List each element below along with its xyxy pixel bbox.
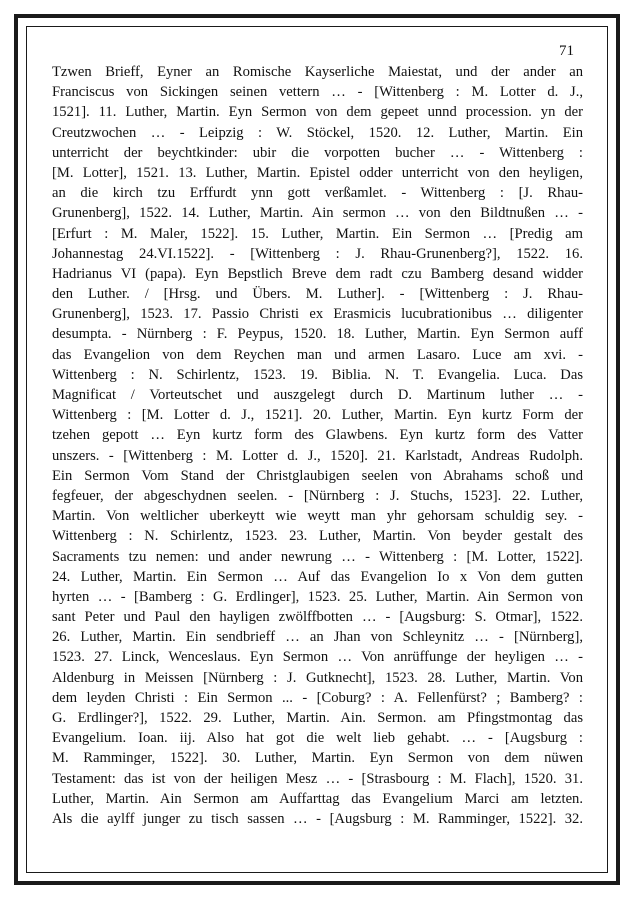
text-line: Grunenberg], 1523. 17. Passio Christi ex Erasmicis lucubrationibus … diligenter bbox=[52, 306, 583, 323]
text-line: Aldenburg in Meissen [Nürnberg : J. Gutknecht], 1523. 28. Luther, Martin. Von bbox=[52, 669, 583, 686]
text-line: [Erfurt : M. Maler, 1522]. 15. Luther, Martin. Ein Sermon … [Predig am bbox=[52, 225, 583, 242]
text-line: Grunenberg], 1522. 14. Luther, Martin. Ain sermon … von den Bildtnußen … - bbox=[52, 205, 583, 222]
text-line: Wittenberg : [M. Lotter d. J., 1521]. 20. Luther, Martin. Eyn kurtz Form der bbox=[52, 407, 583, 424]
text-line: Franciscus von Sickingen seinen vettern … - [Wittenberg : M. Lotter d. J., bbox=[52, 84, 583, 101]
page-number: 71 bbox=[559, 43, 574, 59]
text-line: Magnificat / Vorteutschet und auszgelegt durch D. Martinum luther … - bbox=[52, 387, 583, 403]
text-line: 24. Luther, Martin. Ein Sermon … Auf das Evangelion Io x Von dem gutten bbox=[52, 568, 583, 585]
bibliography-text bbox=[52, 62, 583, 829]
text-line: an die kirch tzu Erffurdt ynn gott verßamlet. - Wittenberg : [J. Rhau- bbox=[52, 185, 583, 202]
text-line: Luther, Martin. Ain Sermon am Auffarttag das Evangelium Marci am letzten. bbox=[52, 790, 583, 807]
text-line: unszers. - [Wittenberg : M. Lotter d. J., 1520]. 21. Karlstadt, Andreas Rudolph. bbox=[52, 447, 583, 464]
text-line: Testament: das ist von der heiligen Mesz … - [Strasbourg : M. Flach], 1520. 31. bbox=[52, 770, 583, 787]
text-line: unterricht der beychtkinder: ubir die vorpotten bucher … - Wittenberg : bbox=[52, 144, 583, 161]
text-line: Hadrianus VI (papa). Eyn Bepstlich Breve dem radt czu Bamberg desand widder bbox=[52, 265, 583, 282]
text-line: Wittenberg : N. Schirlentz, 1523. 19. Biblia. N. T. Evangelia. Luca. Das bbox=[52, 366, 583, 383]
text-line: 1523. 27. Linck, Wenceslaus. Eyn Sermon … Von anrüffunge der heyligen … - bbox=[52, 649, 583, 666]
text-line: Sacraments tzu nemen: und ander newrung … - Wittenberg : [M. Lotter, 1522]. bbox=[52, 548, 583, 565]
text-line: das Evangelion von dem Reychen man und armen Lasaro. Luce am xvi. - bbox=[52, 346, 583, 363]
text-line: den Luther. / [Hrsg. und Übers. M. Luther]. - [Wittenberg : J. Rhau- bbox=[52, 286, 583, 303]
text-line: Johannestag 24.VI.1522]. - [Wittenberg : J. Rhau-Grunenberg?], 1522. 16. bbox=[52, 245, 583, 262]
text-line: Als die aylff junger zu tisch sassen … - [Augsburg : M. Ramminger, 1522]. 32. bbox=[52, 810, 583, 827]
text-line: Martin. Von weltlicher uberkeytt wie weytt man yhr gehorsam schuldig sey. - bbox=[52, 508, 583, 525]
text-line: hyrten … - [Bamberg : G. Erdlinger], 1523. 25. Luther, Martin. Ain Sermon von bbox=[52, 588, 583, 605]
text-line: 1521]. 11. Luther, Martin. Eyn Sermon von dem gepeet unnd procession. yn der bbox=[52, 104, 583, 121]
text-line: [M. Lotter], 1521. 13. Luther, Martin. Epistel odder unterricht von den heyligen, bbox=[52, 164, 583, 181]
text-line: Wittenberg : N. Schirlentz, 1523. 23. Luther, Martin. Von beyder gestalt des bbox=[52, 528, 583, 545]
text-line: sant Peter und Paul den hayligen zwölffbotten … - [Augsburg: S. Otmar], 1522. bbox=[52, 609, 583, 626]
text-line: Creutzwochen … - Leipzig : W. Stöckel, 1520. 12. Luther, Martin. Ein bbox=[52, 124, 583, 141]
text-line: tzehen gepott … Eyn kurtz form des Glawbens. Eyn kurtz form des Vatter bbox=[52, 427, 583, 444]
text-line: fegfeuer, der abgeschydnen seelen. - [Nürnberg : J. Stuchs, 1523]. 22. Luther, bbox=[52, 487, 583, 504]
text-line: dem leyden Christi : Ein Sermon ... - [Coburg? : A. Fellenfürst? ; Bamberg? : bbox=[52, 689, 583, 706]
text-line: M. Ramminger, 1522]. 30. Luther, Martin. Eyn Sermon von dem nüwen bbox=[52, 750, 583, 767]
text-line: G. Erdlinger?], 1522. 29. Luther, Martin. Ain. Sermon. am Pfingstmontag das bbox=[52, 710, 583, 726]
text-line: Tzwen Brieff, Eyner an Romische Kayserliche Maiestat, und der ander an bbox=[52, 64, 583, 80]
text-line: Evangelium. Ioan. iij. Also hat got die welt lieb gehabt. … - [Augsburg : bbox=[52, 730, 583, 747]
text-line: 26. Luther, Martin. Ein sendbrieff … an Jhan von Schleynitz … - [Nürnberg], bbox=[52, 629, 583, 646]
text-line: desumpta. - Nürnberg : F. Peypus, 1520. 18. Luther, Martin. Eyn Sermon auff bbox=[52, 326, 583, 343]
text-line: Ein Sermon Vom Stand der Christglaubigen seelen von Abrahams schoß und bbox=[52, 467, 583, 484]
